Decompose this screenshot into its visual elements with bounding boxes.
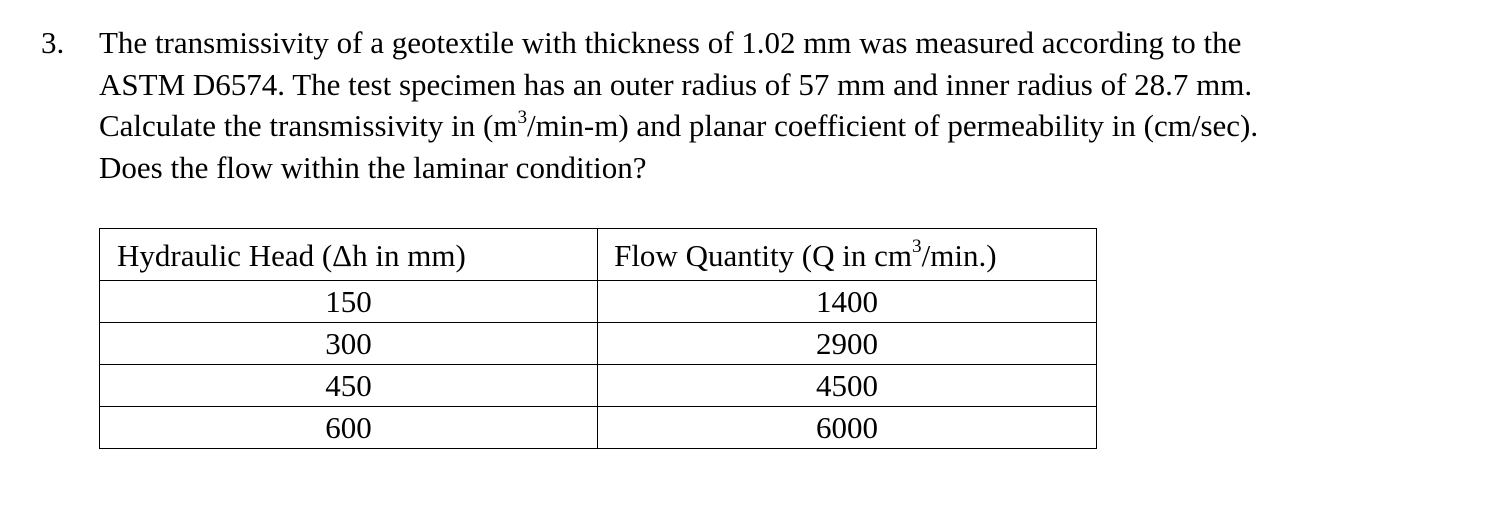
question-line-4: Does the flow within the laminar condition? [99,149,647,185]
question-line-2: ASTM D6574. The test specimen has an outer radius of 57 mm and inner radius of 28.7 mm. [99,66,1253,102]
cell-hydraulic-head: 150 [100,281,598,323]
table-row [100,323,1097,365]
question-number: 3. [41,25,65,60]
table-row [100,281,1097,323]
header-flow-superscript: 3 [912,236,922,258]
header-flow-start: Flow Quantity (Q in cm [614,237,912,273]
table-row [100,407,1097,449]
question-line-3 [99,105,1471,147]
header-flow-end: /min.) [921,237,997,273]
question-line-1: The transmissivity of a geotextile with thickness of 1.02 mm was measured according to the [99,25,1242,60]
header-flow-quantity [598,229,1097,281]
table-row [100,365,1097,407]
cell-flow-quantity: 1400 [598,281,1097,323]
cell-hydraulic-head: 300 [100,323,598,365]
cell-hydraulic-head: 600 [100,407,598,449]
data-table [99,228,1097,449]
superscript-cubed: 3 [517,106,528,128]
cell-flow-quantity: 2900 [598,323,1097,365]
question-line-3-end: /min-m) and planar coefficient of permeability in (cm/sec). [527,108,1259,143]
question-block [41,22,1471,188]
cell-flow-quantity: 4500 [598,365,1097,407]
question-text [99,22,1471,188]
question-line-3-start: Calculate the transmissivity in (m [99,108,518,143]
table-header-row [100,229,1097,281]
cell-hydraulic-head: 450 [100,365,598,407]
header-hydraulic-head: Hydraulic Head (Δh in mm) [100,229,598,281]
cell-flow-quantity: 6000 [598,407,1097,449]
